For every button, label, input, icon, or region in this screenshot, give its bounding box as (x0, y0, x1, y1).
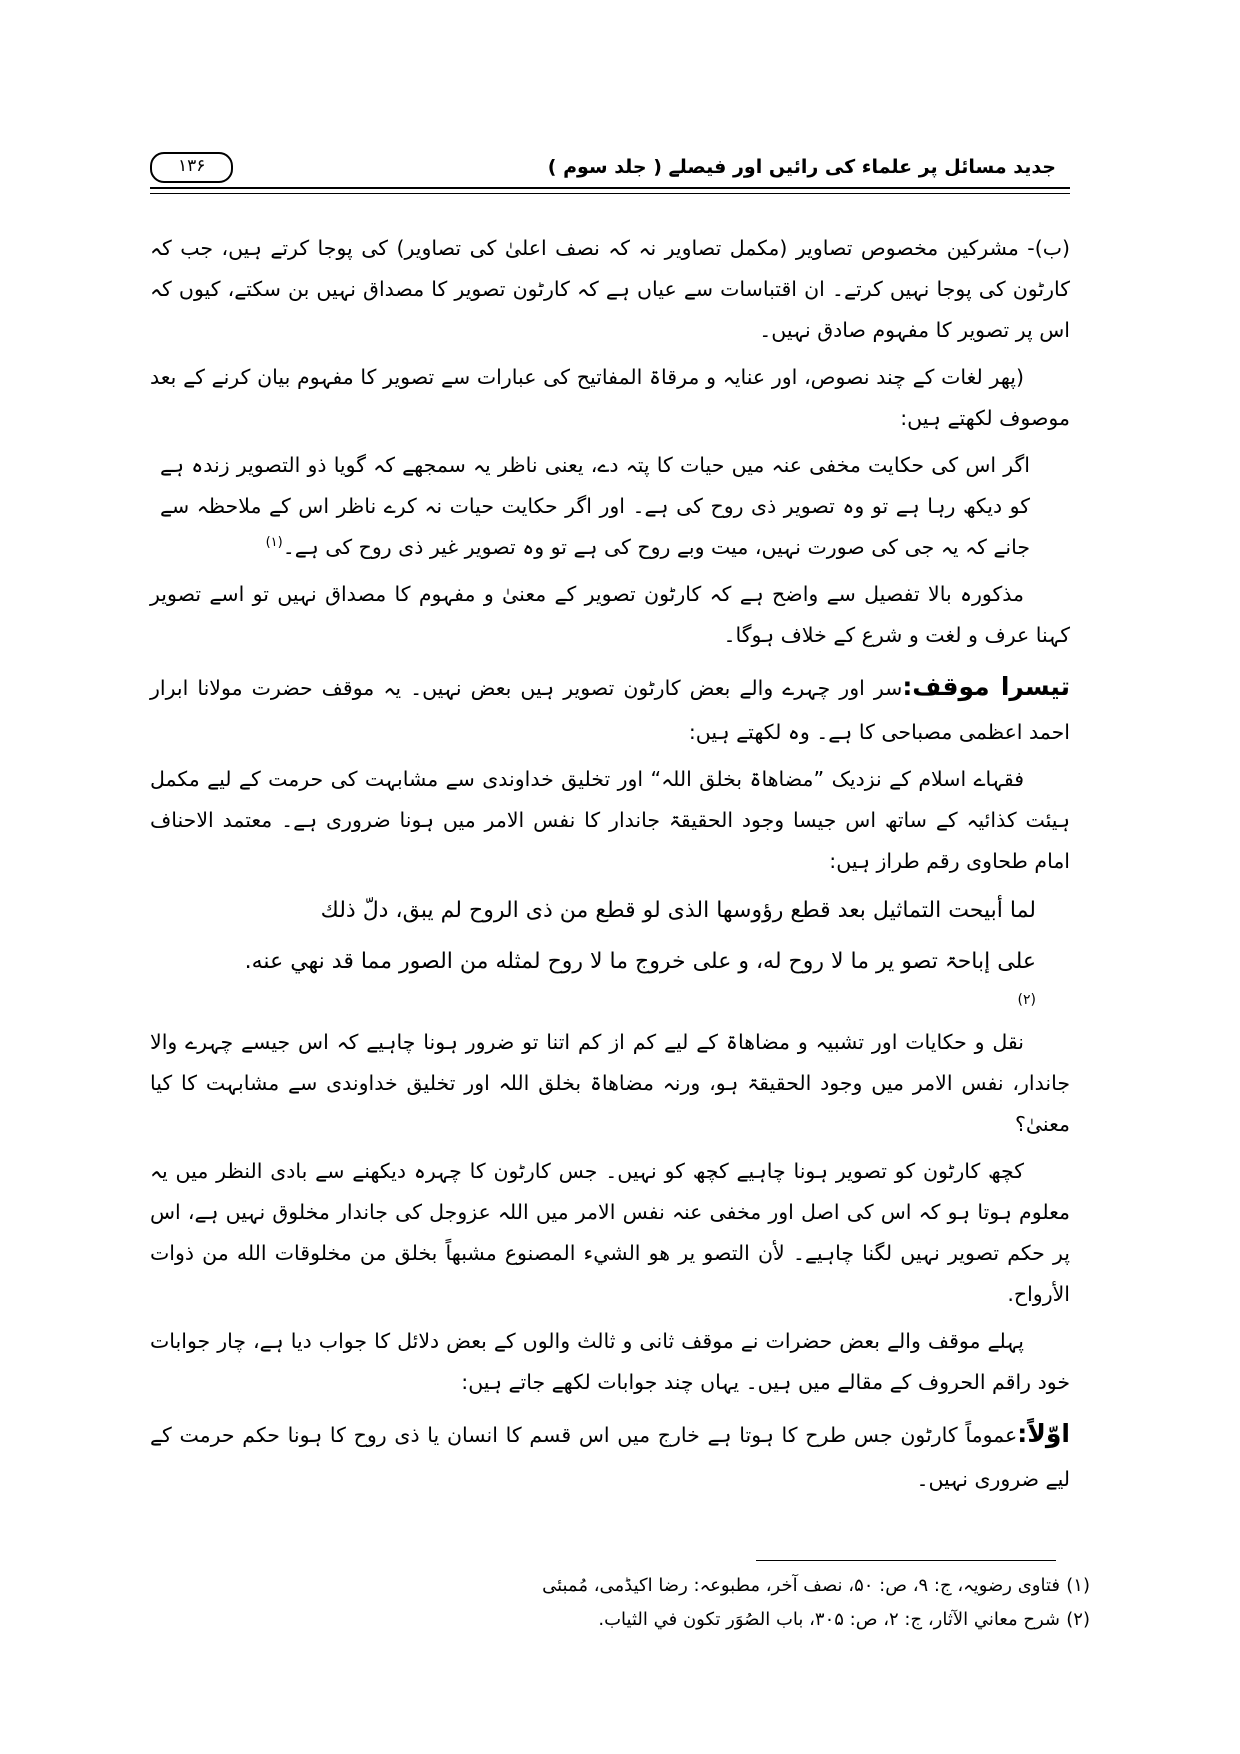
quote-text-1: اگر اس کی حکایت مخفی عنہ میں حیات کا پتہ دے، یعنی ناظر یہ سمجھے کہ گویا ذو التصویر زندہ ہے کو دیکھ رہا ہے تو وہ تصویر ذی روح کی ہے۔ اور اگر حکایت حیات نہ کرے ناظر اس کے ملاحظہ سے جانے کہ یہ جی کی صورت نہیں، میت وبے روح کی ہے تو وہ تصویر غیر ذی روح کی ہے۔ (160, 453, 1030, 559)
footnote-item (170, 1569, 1090, 1602)
paragraph-4: مذکورہ بالا تفصیل سے واضح ہے کہ کارٹون تصویر کے معنیٰ و مفہوم کا مصداق نہیں تو اسے تصویر کہنا عرف و لغت و شرع کے خلاف ہوگا۔ (150, 582, 1070, 647)
first-answer-text: عموماً کارٹون جس طرح کا ہوتا ہے خارج میں اس قسم کا انسان یا ذی روح کا ہونا حکم حرمت کے لیے ضروری نہیں۔ (150, 1422, 1070, 1491)
quote-paragraph-1 (150, 445, 1070, 568)
footnote-item (170, 1603, 1090, 1636)
page-header (150, 150, 1070, 202)
arabic-quote-line-1: لما أبیحت التماثیل بعد قطع رؤوسها الذی لو قطع من ذی الروح لم یبق، دلّ ذلك (320, 898, 1036, 923)
running-title: جدید مسائل پر علماء کی رائیں اور فیصلے ( جلد سوم ) (534, 156, 1070, 178)
footnote-section (170, 1560, 1090, 1636)
third-position-heading: تیسرا موقف: (902, 672, 1070, 701)
third-position-text: سر اور چہرے والے بعض کارٹون تصویر ہیں بعض نہیں۔ یہ موقف حضرت مولانا ابرار احمد اعظمی مصباحی کا ہے۔ وہ لکھتے ہیں: (150, 676, 1070, 744)
paragraph-8: پہلے موقف والے بعض حضرات نے موقف ثانی و ثالث والوں کے بعض دلائل کا جواب دیا ہے، چار جوابات خود راقم الحروف کے مقالے میں ہیں۔ یہاں چند جوابات لکھے جاتے ہیں: (150, 1328, 1070, 1394)
page-number: ۱۳۶ (150, 152, 233, 183)
first-answer-paragraph (150, 1409, 1070, 1500)
paragraph-6: نقل و حکایات اور تشبیہ و مضاھاۃ کے لیے کم از کم اتنا تو ضرور ہونا چاہیے کہ اس جیسے چہرے والا جاندار، نفس الامر میں وجود الحقیقۃ ہو، ورنہ مضاھاۃ بخلق اللہ اور تخلیق خداوندی سے مشابہت کا کیا معنیٰ؟ (150, 1029, 1070, 1136)
footnote-ref-2: (۲) (1017, 991, 1036, 1008)
footnote-ref-1: (۱) (265, 535, 283, 551)
header-divider (150, 187, 1070, 194)
paragraph-5: فقہاے اسلام کے نزدیک ”مضاھاۃ بخلق اللہ“ اور تخلیق خداوندی سے مشابہت کی حرمت کے لیے مکمل ہیئت کذائیہ کے ساتھ اس جیسا وجود الحقیقۃ جاندار کا نفس الامر میں ہونا ضروری ہے۔ معتمد الاحناف امام طحاوی رقم طراز ہیں: (150, 767, 1070, 873)
footnote-divider (756, 1560, 1056, 1561)
footnote-text: شرح معاني الآثار، ج: ۲، ص: ۳۰۵، باب الصُوَر تكون في الثياب. (598, 1608, 1060, 1630)
paragraph-1: (ب)- مشرکین مخصوص تصاویر (مکمل تصاویر نہ کہ نصف اعلیٰ کی تصاویر) کی پوجا کرتے ہیں، جب کہ کارٹون کی پوجا نہیں کرتے۔ ان اقتباسات سے عیاں ہے کہ کارٹون تصویر کا مصداق نہیں بن سکتے، کیوں کہ اس پر تصویر کا مفہوم صادق نہیں۔ (150, 236, 1070, 342)
paragraph-7: کچھ کارٹون کو تصویر ہونا چاہیے کچھ کو نہیں۔ جس کارٹون کا چہرہ دیکھنے سے بادی النظر میں یہ معلوم ہوتا ہو کہ اس کی اصل اور مخفی عنہ نفس الامر میں اللہ عزوجل کی جاندار مخلوق نہیں ہے، اس پر حکم تصویر نہیں لگنا چاہیے۔ لأن التصو یر هو الشيء المصنوع مشبهاً بخلق من مخلوقات الله من ذوات الأرواح. (150, 1158, 1070, 1306)
arabic-quote-line-2: علی إباحۃ تصو یر ما لا روح له، و علی خروج ما لا روح لمثله من الصور مما قد نهي عنه. (244, 948, 1036, 974)
footnote-marker: (۱) (1066, 1575, 1090, 1597)
third-position-paragraph (150, 662, 1070, 753)
first-answer-label: اوّلاً: (1017, 1418, 1070, 1448)
footnote-text: فتاوی رضویہ، ج: ۹، ص: ۵۰، نصف آخر، مطبوعہ: رضا اکیڈمی، مُمبئی (542, 1575, 1060, 1597)
page-content (150, 228, 1070, 1500)
footnote-marker: (۲) (1066, 1608, 1090, 1630)
paragraph-2: (پھر لغات کے چند نصوص، اور عنایہ و مرقاۃ المفاتیح کی عبارات سے تصویر کا مفہوم بیان کرنے کے بعد موصوف لکھتے ہیں: (150, 365, 1070, 430)
